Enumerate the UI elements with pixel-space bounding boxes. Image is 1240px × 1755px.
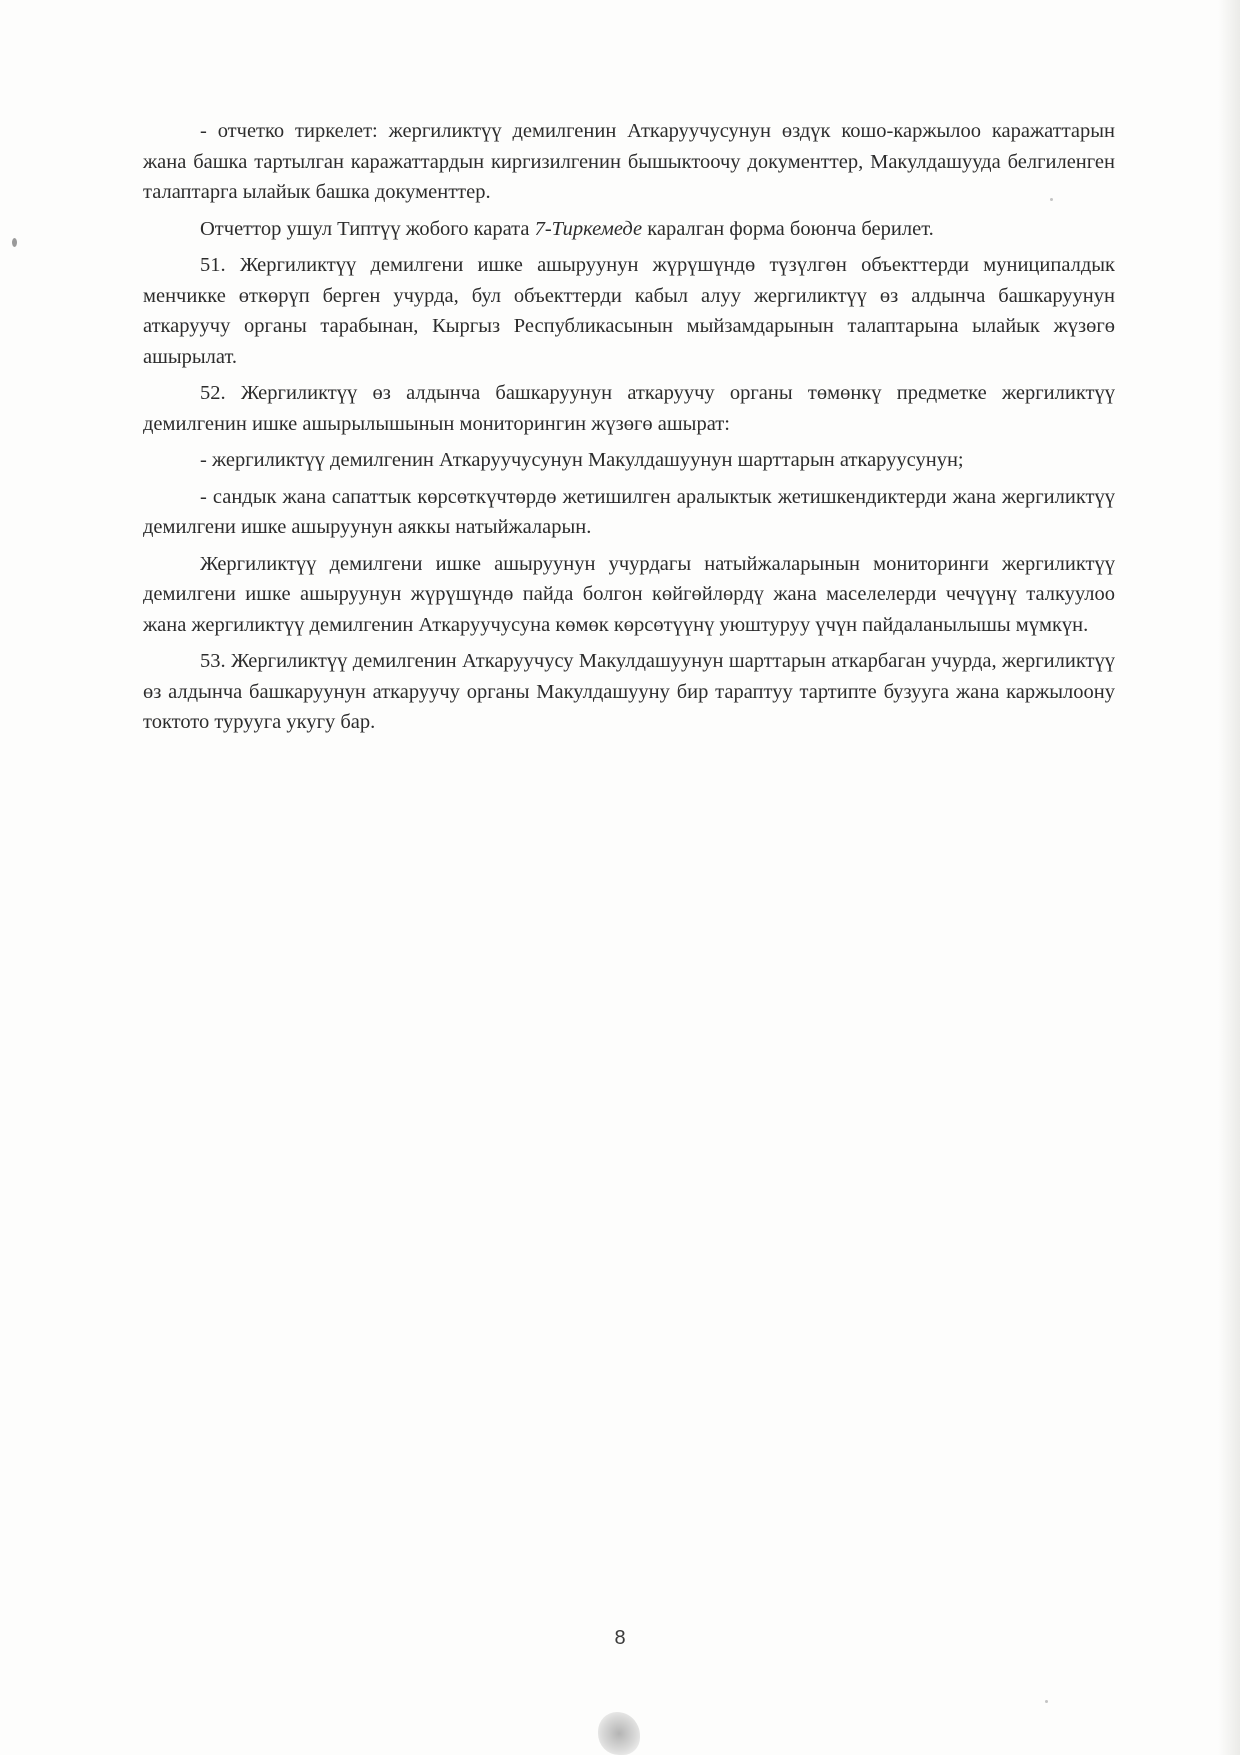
- scan-speck: [12, 238, 17, 247]
- paragraph-monitoring: Жергиликтүү демилгени ишке ашыруунун учурдагы натыйжаларынын мониторинги жергиликтүү демилгени ишке ашыруунун жүрүшүндө пайда болгон көйгөйлөрдү жана маселелерди чечүүнү талкуулоо жана жергиликтүү демилгенин Аткаруучусуна көмөк көрсөтүүнү уюштуруу үчүн пайдаланылышы мүмкүн.: [143, 552, 1115, 636]
- scan-edge-shadow: [1218, 0, 1240, 1755]
- paragraph-reports-form: [143, 214, 1115, 245]
- page-number: 8: [614, 1627, 626, 1649]
- scan-smudge: [598, 1712, 640, 1755]
- paragraph-52: 52. Жергиликтүү өз алдынча башкаруунун аткаруучу органы төмөнкү предметке жергиликтүү демилгенин ишке ашырылышынын мониторингин жүзөгө ашырат:: [143, 382, 1115, 435]
- paragraph-reports-form-text-after: каралган форма боюнча берилет.: [642, 217, 934, 240]
- paragraph-51: 51. Жергиликтүү демилгени ишке ашыруунун жүрүшүндө түзүлгөн объекттерди муниципалдык менчикке өткөрүп берген учурда, бул объекттерди кабыл алуу жергиликтүү өз алдынча башкаруунун аткаруучу органы тарабынан, Кыргыз Республикасынын мыйзамдарынын талаптарына ылайык жүзөгө ашырылат.: [143, 254, 1115, 368]
- list-item-indicators: - сандык жана сапаттык көрсөткүчтөрдө жетишилген аралыктык жетишкендиктерди жана жергиликтүү демилгени ишке ашыруунун аяккы натыйжаларын.: [143, 485, 1115, 538]
- document-body: [143, 116, 1115, 744]
- paragraph-reports-form-text-before: Отчеттор ушул Типтүү жобого карата: [200, 217, 535, 240]
- scan-speck: [1045, 1700, 1048, 1703]
- paragraph-53: 53. Жергиликтүү демилгенин Аткаруучусу Макулдашуунун шарттарын аткарбаган учурда, жергиликтүү өз алдынча башкаруунун аткаруучу органы Макулдашууну бир тараптуу тартипте бузууга жана каржылоону токтото турууга укугу бар.: [143, 650, 1115, 733]
- annex-reference: 7-Тиркемеде: [534, 217, 643, 240]
- paragraph-attachments: - отчетко тиркелет: жергиликтүү демилгенин Аткаруучусунун өздүк кошо-каржылоо каражаттарын жана башка тартылган каражаттардын киргизилгенин бышыктоочу документтер, Макулдашууда белгиленген талаптарга ылайык башка документтер.: [143, 120, 1115, 203]
- list-item-agreement-terms: - жергиликтүү демилгенин Аткаруучусунун Макулдашуунун шарттарын аткаруусунун;: [200, 449, 964, 471]
